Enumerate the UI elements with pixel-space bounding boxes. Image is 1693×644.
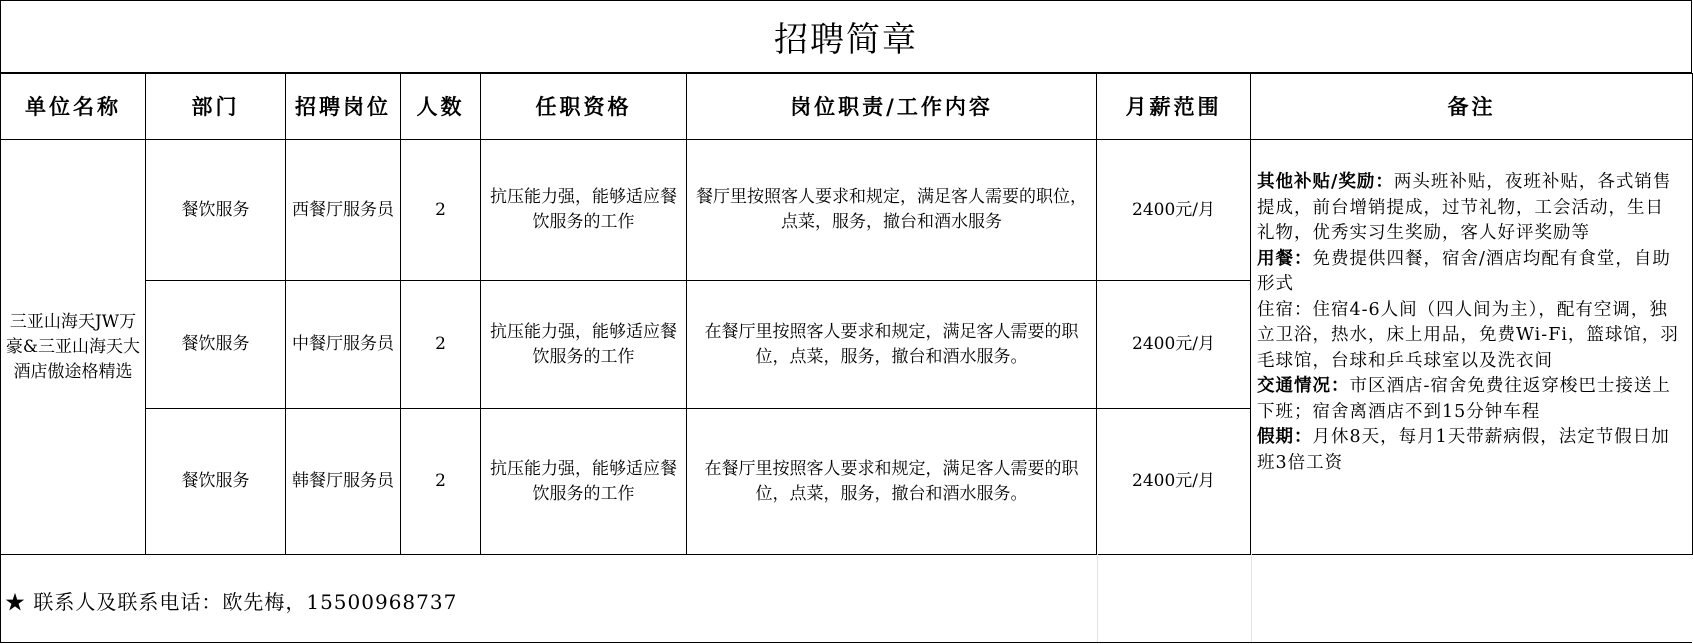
department-cell: 餐饮服务 bbox=[146, 140, 286, 281]
remark-holiday-text: 月休8天，每月1天带薪病假，法定节假日加班3倍工资 bbox=[1257, 427, 1670, 473]
footer bbox=[0, 554, 1692, 643]
remarks-cell bbox=[1251, 140, 1693, 555]
salary-cell: 2400元/月 bbox=[1097, 409, 1251, 555]
gridline bbox=[1097, 554, 1098, 642]
qualification-cell: 抗压能力强，能够适应餐饮服务的工作 bbox=[481, 281, 687, 409]
page-title: 招聘简章 bbox=[0, 0, 1692, 73]
count-cell: 2 bbox=[401, 281, 481, 409]
position-cell: 韩餐厅服务员 bbox=[286, 409, 401, 555]
company-name: 三亚山海天JW万豪&三亚山海天大酒店傲途格精选 bbox=[1, 140, 146, 555]
qualification-cell: 抗压能力强，能够适应餐饮服务的工作 bbox=[481, 409, 687, 555]
header-count: 人数 bbox=[401, 74, 481, 140]
remark-transport-text: 市区酒店-宿舍免费往返穿梭巴士接送上下班；宿舍离酒店不到15分钟车程 bbox=[1257, 376, 1671, 422]
recruitment-table bbox=[0, 73, 1693, 555]
remark-transport-label: 交通情况： bbox=[1257, 376, 1350, 396]
count-cell: 2 bbox=[401, 409, 481, 555]
header-remarks: 备注 bbox=[1251, 74, 1693, 140]
header-duties: 岗位职责/工作内容 bbox=[687, 74, 1097, 140]
remark-bonus-text: 两头班补贴，夜班补贴，各式销售提成，前台增销提成，过节礼物，工会活动，生日礼物，优秀实习生奖励，客人好评奖励等 bbox=[1257, 172, 1672, 243]
contact-info: ★ 联系人及联系电话：欧先梅，15500968737 bbox=[5, 590, 458, 614]
remark-holiday-label: 假期： bbox=[1257, 427, 1313, 447]
remark-bonus-label: 其他补贴/奖励： bbox=[1257, 172, 1394, 192]
remark-housing: 住宿：住宿4-6人间（四人间为主），配有空调，独立卫浴，热水，床上用品，免费Wi-Fi，篮球馆，羽毛球馆，台球和乒乓球室以及洗衣间 bbox=[1257, 299, 1679, 371]
header-department: 部门 bbox=[146, 74, 286, 140]
duties-cell: 餐厅里按照客人要求和规定，满足客人需要的职位，点菜，服务，撤台和酒水服务 bbox=[687, 140, 1097, 281]
header-salary: 月薪范围 bbox=[1097, 74, 1251, 140]
department-cell: 餐饮服务 bbox=[146, 281, 286, 409]
table-row bbox=[1, 140, 1693, 281]
position-cell: 西餐厅服务员 bbox=[286, 140, 401, 281]
remark-holiday bbox=[1257, 425, 1682, 476]
duties-cell: 在餐厅里按照客人要求和规定，满足客人需要的职位，点菜，服务，撤台和酒水服务。 bbox=[687, 281, 1097, 409]
salary-cell: 2400元/月 bbox=[1097, 281, 1251, 409]
department-cell: 餐饮服务 bbox=[146, 409, 286, 555]
qualification-cell: 抗压能力强，能够适应餐饮服务的工作 bbox=[481, 140, 687, 281]
position-cell: 中餐厅服务员 bbox=[286, 281, 401, 409]
count-cell: 2 bbox=[401, 140, 481, 281]
remark-transport bbox=[1257, 374, 1682, 425]
remark-meals-text: 免费提供四餐，宿舍/酒店均配有食堂，自助形式 bbox=[1257, 248, 1671, 294]
remark-meals bbox=[1257, 247, 1682, 298]
header-company: 单位名称 bbox=[1, 74, 146, 140]
remark-bonus bbox=[1257, 170, 1682, 247]
gridline bbox=[1251, 554, 1252, 642]
salary-cell: 2400元/月 bbox=[1097, 140, 1251, 281]
header-row bbox=[1, 74, 1693, 140]
header-position: 招聘岗位 bbox=[286, 74, 401, 140]
duties-cell: 在餐厅里按照客人要求和规定，满足客人需要的职位，点菜，服务，撤台和酒水服务。 bbox=[687, 409, 1097, 555]
header-qualification: 任职资格 bbox=[481, 74, 687, 140]
remark-meals-label: 用餐： bbox=[1257, 248, 1313, 269]
